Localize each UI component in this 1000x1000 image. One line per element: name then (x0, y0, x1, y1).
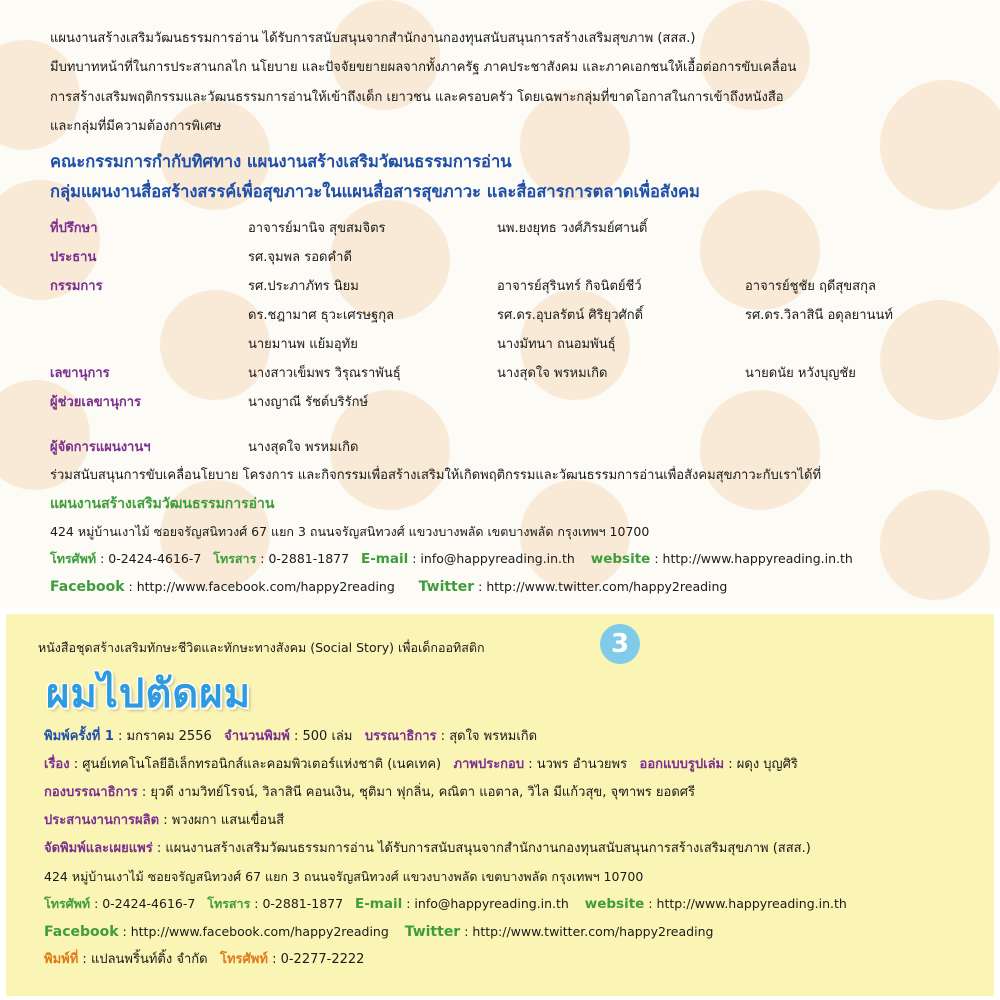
book-address: 424 หมู่บ้านเงาไม้ ซอยจรัญสนิทวงศ์ 67 แยก 3 ถนนจรัญสนิทวงศ์ แขวงบางพลัด เขตบางพลัด กรุงเทพฯ 10700 (44, 869, 644, 884)
committee-name: รศ.ดร.อุบลรัตน์ ศิริยุวศักดิ์ (497, 308, 644, 323)
publisher-value: แผนงานสร้างเสริมวัฒนธรรมการอ่าน ได้รับการสนับสนุนจากสำนักงานกองทุนสนับสนุนการสร้างเสริมสุขภาพ (สสส.) (165, 841, 811, 856)
email-link[interactable]: info@happyreading.in.th (414, 896, 569, 911)
phone-value: 0-2424-4616-7 (108, 551, 202, 566)
email-label: E-mail (360, 551, 409, 567)
facebook-link[interactable]: http://www.facebook.com/happy2reading (136, 579, 395, 594)
org-name: แผนงานสร้างเสริมวัฒนธรรมการอ่าน (50, 496, 275, 512)
edition-label: พิมพ์ครั้งที่ 1 (44, 729, 114, 744)
story-value: ศูนย์เทคโนโลยีอิเล็กทรอนิกส์และคอมพิวเตอร์แห่งชาติ (เนคเทค) (82, 757, 442, 772)
secretary-name: นางสาวเข็มพร วิรุณราพันธุ์ (248, 366, 401, 381)
intro-line-1: แผนงานสร้างเสริมวัฒนธรรมการอ่าน ได้รับการสนับสนุนจากสำนักงานกองทุนสนับสนุนการสร้างเสริมสุขภาพ (สสส.) (50, 31, 696, 46)
board-label: กองบรรณาธิการ (44, 785, 138, 800)
website-label: website (584, 896, 645, 912)
printer-phone-value: 0-2277-2222 (280, 952, 365, 967)
manager-name: นางสุดใจ พรหมเกิด (248, 440, 359, 455)
website-link[interactable]: http://www.happyreading.in.th (662, 551, 853, 566)
role-label-advisor: ที่ปรึกษา (50, 221, 98, 236)
fax-value: 0-2881-1877 (268, 551, 350, 566)
email-label: E-mail (354, 896, 403, 912)
committee-name: นายมานพ แย้มอุทัย (248, 337, 358, 352)
advisor-name: อาจารย์มานิจ สุขสมจิตร (248, 221, 386, 236)
committee-name: รศ.ดร.วิลาสินี อดุลยานนท์ (745, 308, 893, 323)
assistant-secretary-name: นางญาณี รัชต์บริรักษ์ (248, 395, 369, 410)
role-label-committee: กรรมการ (50, 279, 103, 294)
illustrator-value: นวพร อำนวยพร (536, 757, 628, 772)
committee-title-1: คณะกรรมการกำกับทิศทาง แผนงานสร้างเสริมวัฒนธรรมการอ่าน (50, 152, 512, 171)
committee-name: ดร.ชฎามาศ ธุวะเศรษฐกุล (248, 308, 395, 323)
facebook-label: Facebook (50, 579, 125, 595)
role-label-secretary: เลขานุการ (50, 366, 110, 381)
production-label: ประสานงานการผลิต (44, 813, 160, 828)
website-label: website (590, 551, 651, 567)
role-label-chair: ประธาน (50, 250, 97, 265)
designer-value: ผดุง บุญศิริ (736, 757, 798, 772)
social-line: Facebook : http://www.facebook.com/happy2reading Twitter : http://www.twitter.com/happy2reading (50, 579, 728, 595)
website-link[interactable]: http://www.happyreading.in.th (656, 896, 847, 911)
chair-name: รศ.จุมพล รอดคำดี (248, 250, 352, 265)
illustrator-label: ภาพประกอบ (453, 757, 525, 772)
book-contact-line: โทรศัพท์ : 0-2424-4616-7 โทรสาร : 0-2881-1877 E-mail : info@happyreading.in.th website : http://www.happyreading.in.th (44, 896, 847, 912)
book-social-line: Facebook : http://www.facebook.com/happy2reading Twitter : http://www.twitter.com/happy2reading (44, 924, 714, 940)
story-label: เรื่อง (44, 757, 70, 772)
book-title: ผมไปตัดผม (46, 671, 252, 717)
org-address: 424 หมู่บ้านเงาไม้ ซอยจรัญสนิทวงศ์ 67 แยก 3 ถนนจรัญสนิทวงศ์ แขวงบางพลัด เขตบางพลัด กรุงเทพฯ 10700 (50, 524, 650, 539)
story-line: เรื่อง : ศูนย์เทคโนโลยีอิเล็กทรอนิกส์และคอมพิวเตอร์แห่งชาติ (เนคเทค) ภาพประกอบ : นวพร อำนวยพร ออกแบบรูปเล่ม : ผดุง บุญศิริ (44, 757, 798, 772)
board-value: ยุวดี งามวิทย์โรจน์, วิลาสินี คอนเงิน, ชุติมา ฟุกลิ่น, คณิตา แอตาล, วิไล มีแก้วสุข, จุฑาพร ยอดศรี (150, 785, 696, 800)
twitter-label: Twitter (418, 579, 475, 595)
printer-label: พิมพ์ที่ (44, 952, 79, 967)
fax-label: โทรสาร (213, 551, 257, 566)
publisher-line: จัดพิมพ์และเผยแพร่ : แผนงานสร้างเสริมวัฒนธรรมการอ่าน ได้รับการสนับสนุนจากสำนักงานกองทุนสนับสนุนการสร้างเสริมสุขภาพ (สสส.) (44, 841, 811, 856)
committee-title-2: กลุ่มแผนงานสื่อสร้างสรรค์เพื่อสุขภาวะในแผนสื่อสารสุขภาวะ และสื่อสารการตลาดเพื่อสังคม (50, 182, 700, 201)
book-number-badge: 3 (600, 624, 640, 664)
secretary-name: นางสุดใจ พรหมเกิด (497, 366, 608, 381)
publisher-label: จัดพิมพ์และเผยแพร่ (44, 841, 153, 856)
role-label-assistant-secretary: ผู้ช่วยเลขานุการ (50, 395, 141, 410)
board-line: กองบรรณาธิการ : ยุวดี งามวิทย์โรจน์, วิลาสินี คอนเงิน, ชุติมา ฟุกลิ่น, คณิตา แอตาล, วิไล มีแก้วสุข, จุฑาพร ยอดศรี (44, 785, 696, 800)
support-text: ร่วมสนับสนุนการขับเคลื่อนโยบาย โครงการ และกิจกรรมเพื่อสร้างเสริมให้เกิดพฤติกรรมและวัฒนธรรมการอ่านเพื่อสังคมสุขภาวะกับเราได้ที่ (50, 468, 822, 483)
fax-label: โทรสาร (207, 896, 251, 911)
designer-label: ออกแบบรูปเล่ม (639, 757, 725, 772)
twitter-link[interactable]: http://www.twitter.com/happy2reading (472, 924, 714, 939)
phone-label: โทรศัพท์ (50, 551, 97, 566)
editor-value: สุดใจ พรหมเกิด (449, 729, 538, 744)
twitter-label: Twitter (404, 924, 461, 940)
copies-label: จำนวนพิมพ์ (224, 729, 290, 744)
secretary-name: นายดนัย หวังบุญชัย (745, 366, 856, 381)
committee-name: นางมัทนา ถนอมพันธุ์ (497, 337, 616, 352)
advisor-name: นพ.ยงยุทธ วงศ์ภิรมย์ศานติ์ (497, 221, 648, 236)
copies-value: 500 เล่ม (302, 729, 353, 744)
committee-name: อาจารย์ชูชัย ฤดีสุขสกุล (745, 279, 876, 294)
edition-line: พิมพ์ครั้งที่ 1 : มกราคม 2556 จำนวนพิมพ์ : 500 เล่ม บรรณาธิการ : สุดใจ พรหมเกิด (44, 729, 538, 744)
intro-line-4: และกลุ่มที่มีความต้องการพิเศษ (50, 119, 222, 134)
role-label-manager: ผู้จัดการแผนงานฯ (50, 440, 151, 455)
twitter-link[interactable]: http://www.twitter.com/happy2reading (486, 579, 728, 594)
committee-name: รศ.ประภาภัทร นิยม (248, 279, 359, 294)
book-series: หนังสือชุดสร้างเสริมทักษะชีวิตและทักษะทางสังคม (Social Story) เพื่อเด็กออทิสติก (38, 640, 485, 655)
phone-value: 0-2424-4616-7 (102, 896, 196, 911)
facebook-label: Facebook (44, 924, 119, 940)
email-link[interactable]: info@happyreading.in.th (420, 551, 575, 566)
phone-label: โทรศัพท์ (44, 896, 91, 911)
facebook-link[interactable]: http://www.facebook.com/happy2reading (130, 924, 389, 939)
intro-line-2: มีบทบาทหน้าที่ในการประสานกลไก นโยบาย และปัจจัยขยายผลจากทั้งภาครัฐ ภาคประชาสังคม และภาคเอกชนให้เอื้อต่อการขับเคลื่อน (50, 60, 797, 75)
edition-value: มกราคม 2556 (126, 729, 212, 744)
book-info-section (6, 614, 994, 996)
fax-value: 0-2881-1877 (262, 896, 344, 911)
production-value: พวงผกา แสนเขื่อนสี (171, 813, 285, 828)
printer-phone-label: โทรศัพท์ (220, 952, 268, 967)
printer-line: พิมพ์ที่ : แปลนพริ้นท์ติ้ง จำกัด โทรศัพท์ : 0-2277-2222 (44, 952, 365, 967)
production-line: ประสานงานการผลิต : พวงผกา แสนเขื่อนสี (44, 813, 285, 828)
committee-name: อาจารย์สุรินทร์ กิจนิตย์ชีว์ (497, 279, 642, 294)
contact-line: โทรศัพท์ : 0-2424-4616-7 โทรสาร : 0-2881-1877 E-mail : info@happyreading.in.th website : http://www.happyreading.in.th (50, 551, 853, 567)
intro-line-3: การสร้างเสริมพฤติกรรมและวัฒนธรรมการอ่านให้เข้าถึงเด็ก เยาวชน และครอบครัว โดยเฉพาะกลุ่มที่ขาดโอกาสในการเข้าถึงหนังสือ (50, 90, 784, 105)
printer-value: แปลนพริ้นท์ติ้ง จำกัด (90, 952, 208, 967)
editor-label: บรรณาธิการ (364, 729, 437, 744)
